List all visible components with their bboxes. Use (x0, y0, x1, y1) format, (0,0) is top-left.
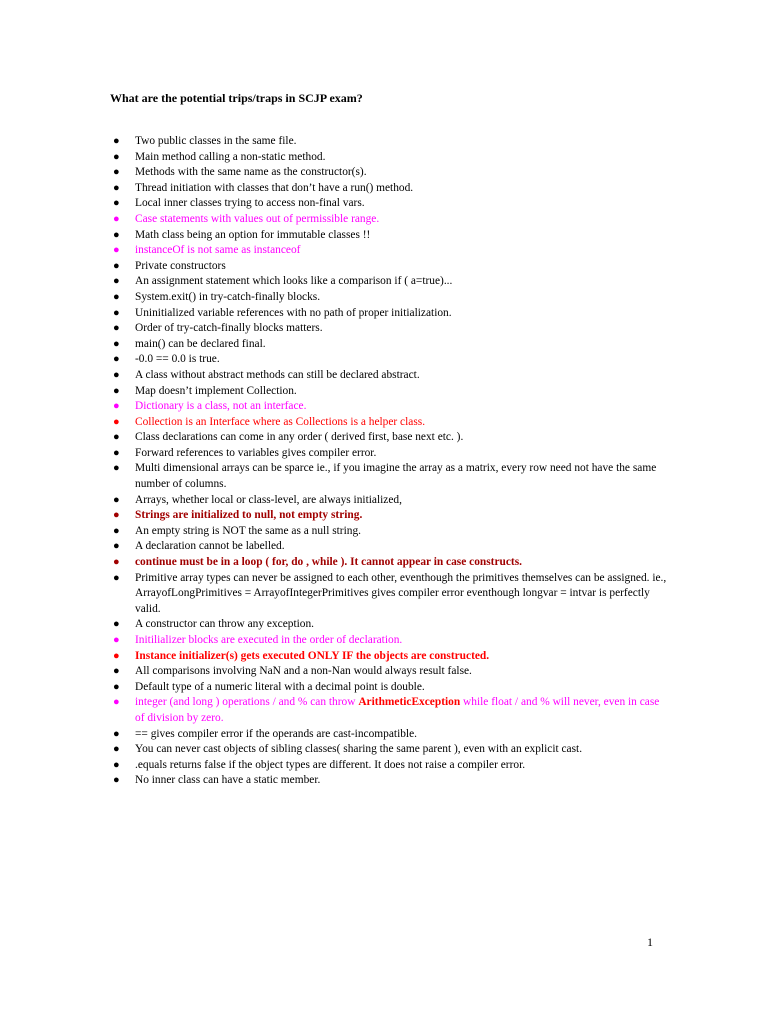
list-item (110, 274, 670, 290)
list-item-text: main() can be declared final. (135, 337, 266, 350)
list-item (110, 727, 670, 743)
list-item-text: Methods with the same name as the constructor(s). (135, 166, 367, 179)
list-item (110, 493, 670, 509)
bullet-icon: ● (113, 368, 120, 381)
bullet-icon: ● (113, 290, 120, 303)
bullet-icon: ● (113, 244, 120, 257)
list-item (110, 773, 670, 789)
bullet-icon: ● (113, 400, 120, 413)
list-item-text: Forward references to variables gives compiler error. (135, 446, 377, 459)
list-item-emphasized (110, 555, 670, 571)
list-item-text: .equals returns false if the object types are different. It does not raise a compiler error. (135, 758, 526, 771)
list-item (110, 228, 670, 244)
list-item (110, 571, 670, 618)
bullet-icon: ● (113, 493, 120, 506)
list-item-text: No inner class can have a static member. (135, 774, 321, 787)
bullet-icon: ● (113, 634, 120, 646)
bullet-icon: ● (113, 150, 120, 163)
bullet-icon: ● (113, 353, 120, 366)
list-item-text: Private constructors (135, 259, 226, 272)
list-item-text: continue must be in a loop ( for, do , while ). It cannot appear in case constructs. (135, 556, 522, 569)
list-item (110, 259, 670, 275)
list-item-highlighted (110, 695, 670, 726)
list-item-text: Two public classes in the same file. (135, 135, 297, 147)
list-item (110, 165, 670, 181)
page-number: 1 (647, 935, 653, 949)
list-item (110, 461, 670, 492)
bullet-icon: ● (113, 259, 120, 272)
list-item-text: A declaration cannot be labelled. (135, 540, 285, 553)
exception-name: ArithmeticException (358, 696, 461, 709)
list-item (110, 446, 670, 462)
list-item-text: Thread initiation with classes that don’t have a run() method. (135, 181, 414, 194)
bullet-icon: ● (113, 727, 120, 740)
bullet-icon: ● (113, 571, 120, 584)
bullet-icon: ● (113, 431, 120, 444)
list-item-emphasized (110, 649, 670, 665)
bullet-icon: ● (113, 462, 120, 475)
list-item-text: Strings are initialized to null, not empty string. (135, 509, 363, 522)
bullet-icon: ● (113, 509, 120, 522)
list-item-text: Instance initializer(s) gets executed ONLY IF the objects are constructed. (135, 649, 490, 662)
list-item-text: An assignment statement which looks like a comparison if ( a=true)... (135, 275, 453, 288)
list-item-text-after: while float / and % will never, even in case of division by zero. (135, 696, 660, 724)
list-item-text: Arrays, whether local or class-level, are always initialized, (135, 493, 402, 506)
list-item (110, 524, 670, 540)
bullet-icon: ● (113, 337, 120, 350)
list-item-text: Collection is an Interface where as Collections is a helper class. (135, 415, 426, 428)
list-item-highlighted (110, 633, 670, 649)
list-item-text: Dictionary is a class, not an interface. (135, 400, 307, 413)
bullet-icon: ● (113, 618, 120, 631)
bullet-icon: ● (113, 275, 120, 288)
bullet-icon: ● (113, 758, 120, 771)
list-item-text: Default type of a numeric literal with a decimal point is double. (135, 680, 425, 693)
list-item (110, 181, 670, 197)
bullet-icon: ● (113, 540, 120, 553)
list-item-text: == gives compiler error if the operands are cast-incompatible. (135, 727, 418, 740)
list-item-text: Local inner classes trying to access non-final vars. (135, 197, 365, 210)
list-item-text: Class declarations can come in any order ( derived first, base next etc. ). (135, 431, 464, 444)
list-item-text: -0.0 == 0.0 is true. (135, 353, 220, 366)
list-item-text: instanceOf is not same as instanceof (135, 244, 301, 257)
bullet-icon: ● (113, 166, 120, 179)
list-item (110, 430, 670, 446)
list-item (110, 321, 670, 337)
list-item-text: You can never cast objects of sibling classes( sharing the same parent ), even with an explicit cast. (135, 743, 583, 756)
bullet-icon: ● (113, 197, 120, 210)
list-item (110, 368, 670, 384)
list-item-text: Case statements with values out of permissible range. (135, 212, 380, 225)
list-item-text: Main method calling a non-static method. (135, 150, 326, 163)
list-item-text: An empty string is NOT the same as a null string. (135, 524, 361, 537)
list-item-text: A class without abstract methods can still be declared abstract. (135, 368, 420, 381)
list-item-text: Initilializer blocks are executed in the order of declaration. (135, 634, 403, 646)
bullet-icon: ● (113, 415, 120, 428)
bullet-icon: ● (113, 446, 120, 459)
list-item (110, 680, 670, 696)
list-item (110, 337, 670, 353)
list-item (110, 617, 670, 633)
document-title: What are the potential trips/traps in SCJP exam? (110, 91, 363, 105)
bullet-icon: ● (113, 212, 120, 225)
bullet-icon: ● (113, 680, 120, 693)
list-item (110, 384, 670, 400)
list-item (110, 742, 670, 758)
list-item (110, 196, 670, 212)
bullet-icon: ● (113, 306, 120, 319)
list-item-text: Uninitialized variable references with no path of proper initialization. (135, 306, 452, 319)
list-item (110, 352, 670, 368)
list-item-highlighted (110, 415, 670, 431)
list-item-emphasized (110, 508, 670, 524)
list-item (110, 758, 670, 774)
list-item (110, 306, 670, 322)
list-item (110, 290, 670, 306)
list-item-highlighted (110, 243, 670, 259)
bullet-icon: ● (113, 665, 120, 678)
traps-list (110, 134, 670, 789)
list-item-highlighted (110, 212, 670, 228)
list-item (110, 539, 670, 555)
bullet-icon: ● (113, 774, 120, 787)
list-item-text: Multi dimensional arrays can be sparce ie., if you imagine the array as a matrix, every row need not have the same number of columns. (135, 462, 657, 491)
bullet-icon: ● (113, 524, 120, 537)
list-item (110, 134, 670, 150)
bullet-icon: ● (113, 181, 120, 194)
bullet-icon: ● (113, 384, 120, 397)
list-item-text: Math class being an option for immutable classes !! (135, 228, 371, 241)
list-item (110, 150, 670, 166)
bullet-icon: ● (113, 135, 120, 147)
list-item-text: A constructor can throw any exception. (135, 618, 315, 631)
list-item-text: System.exit() in try-catch-finally blocks. (135, 290, 321, 303)
list-item-text: Primitive array types can never be assigned to each other, eventhough the primitives themselves can be assigned. ie., ArrayofLongPrimitives = ArrayofIntegerPrimitives gives compiler error eventhough longvar = intvar is perfectly valid. (135, 571, 667, 615)
list-item-highlighted (110, 399, 670, 415)
bullet-icon: ● (113, 556, 120, 569)
bullet-icon: ● (113, 322, 120, 335)
bullet-icon: ● (113, 743, 120, 756)
list-item (110, 664, 670, 680)
list-item-text: Map doesn’t implement Collection. (135, 384, 297, 397)
list-item-text: integer (and long ) operations / and % can throw (135, 696, 359, 709)
bullet-icon: ● (113, 649, 120, 662)
list-item-text: All comparisons involving NaN and a non-Nan would always result false. (135, 665, 472, 678)
list-item-text: Order of try-catch-finally blocks matters. (135, 322, 323, 335)
bullet-icon: ● (113, 228, 120, 241)
bullet-icon: ● (113, 696, 120, 709)
